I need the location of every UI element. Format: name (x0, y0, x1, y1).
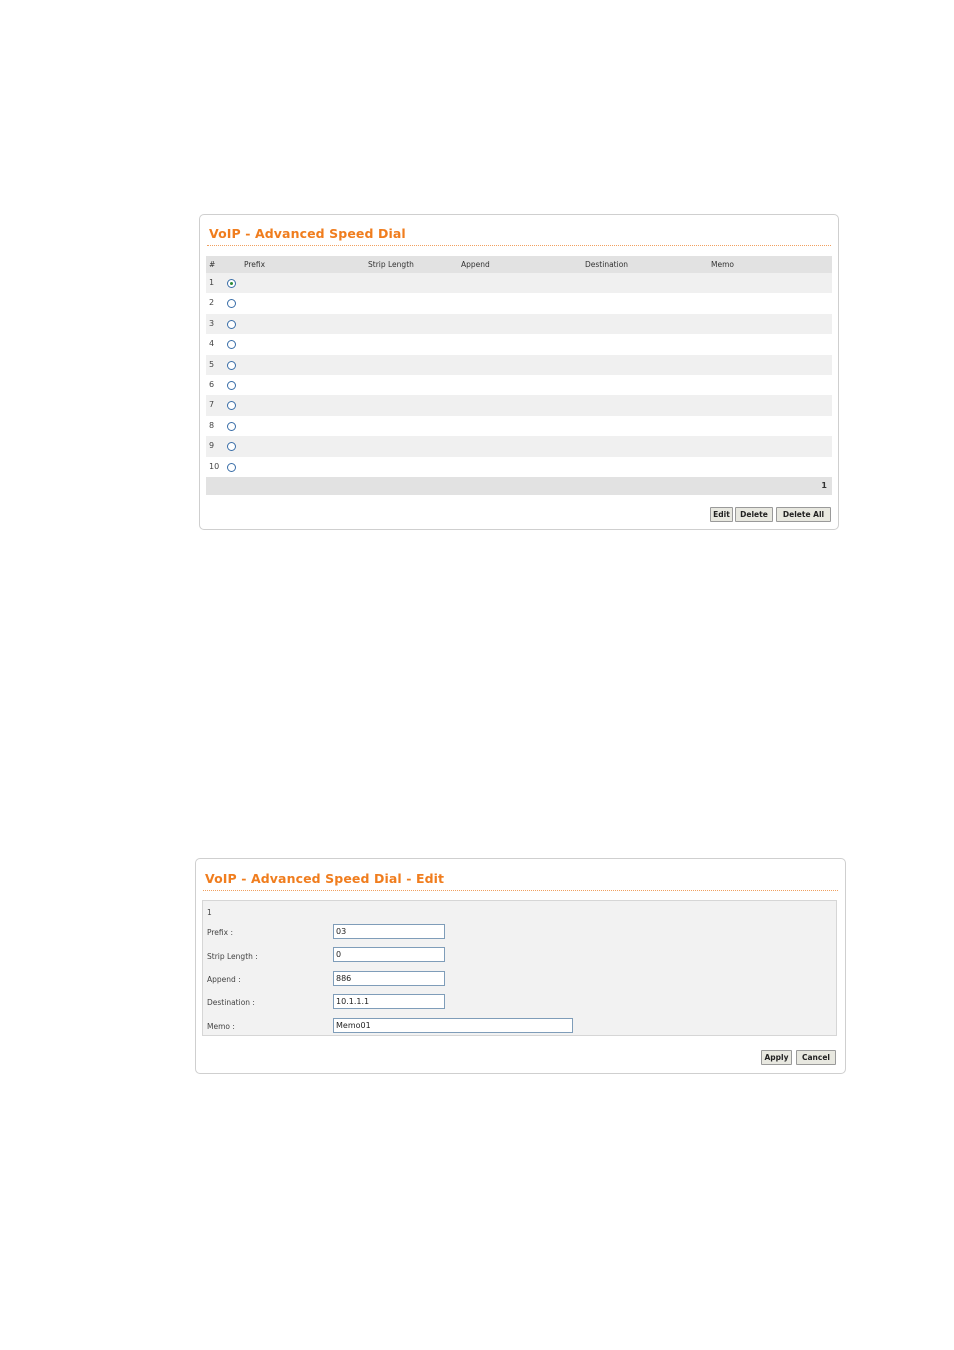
table-row (206, 355, 832, 375)
prefix-input[interactable]: 03 (333, 924, 445, 939)
col-header-memo: Memo (711, 260, 734, 269)
col-header-append: Append (461, 260, 490, 269)
apply-button[interactable]: Apply (761, 1050, 792, 1065)
strip-length-input[interactable]: 0 (333, 947, 445, 962)
col-header-destination: Destination (585, 260, 629, 269)
prefix-label: Prefix : (207, 928, 233, 937)
delete-all-button[interactable]: Delete All (776, 507, 831, 522)
entry-index: 1 (207, 908, 212, 917)
row-select-radio[interactable] (227, 422, 236, 431)
cancel-button[interactable]: Cancel (796, 1050, 836, 1065)
row-select-radio[interactable] (227, 463, 236, 472)
row-select-radio[interactable] (227, 320, 236, 329)
row-select-radio[interactable] (227, 361, 236, 370)
page-number[interactable]: 1 (821, 481, 827, 490)
row-number: 10 (209, 461, 220, 471)
table-row (206, 395, 832, 415)
col-header-prefix: Prefix (244, 260, 266, 269)
title-divider (207, 245, 831, 246)
table-row (206, 416, 832, 436)
table-row (206, 293, 832, 313)
row-select-radio[interactable] (227, 340, 236, 349)
row-select-radio[interactable] (227, 279, 236, 288)
table-row (206, 334, 832, 354)
append-input[interactable]: 886 (333, 971, 445, 986)
col-header-num: # (209, 260, 216, 269)
edit-button[interactable]: Edit (710, 507, 733, 522)
destination-input[interactable]: 10.1.1.1 (333, 994, 445, 1009)
row-number: 6 (209, 379, 215, 389)
row-number: 2 (209, 298, 215, 308)
speed-dial-edit-panel (195, 858, 846, 1074)
strip-length-label: Strip Length : (207, 952, 258, 961)
title-divider (203, 890, 838, 891)
edit-form (202, 900, 837, 1036)
row-number: 8 (209, 420, 215, 430)
destination-label: Destination : (207, 998, 255, 1007)
row-number: 7 (209, 400, 215, 410)
delete-button[interactable]: Delete (735, 507, 773, 522)
row-select-radio[interactable] (227, 381, 236, 390)
row-number: 4 (209, 339, 215, 349)
speed-dial-table (206, 256, 832, 477)
table-row (206, 375, 832, 395)
panel-title: VoIP - Advanced Speed Dial (209, 226, 406, 241)
row-number: 3 (209, 318, 215, 328)
pagination-bar (206, 477, 832, 495)
memo-label: Memo : (207, 1022, 235, 1031)
row-select-radio[interactable] (227, 442, 236, 451)
row-number: 5 (209, 359, 215, 369)
row-number: 9 (209, 441, 215, 451)
panel-title: VoIP - Advanced Speed Dial - Edit (205, 871, 445, 886)
table-header (206, 256, 832, 273)
table-row (206, 273, 832, 293)
row-number: 1 (209, 278, 215, 287)
speed-dial-list-panel (199, 214, 839, 530)
row-select-radio[interactable] (227, 401, 236, 410)
memo-input[interactable]: Memo01 (333, 1018, 573, 1033)
table-row (206, 314, 832, 334)
append-label: Append : (207, 975, 241, 984)
row-select-radio[interactable] (227, 299, 236, 308)
table-row (206, 457, 832, 477)
table-row (206, 436, 832, 456)
col-header-strip-length: Strip Length (368, 260, 414, 269)
